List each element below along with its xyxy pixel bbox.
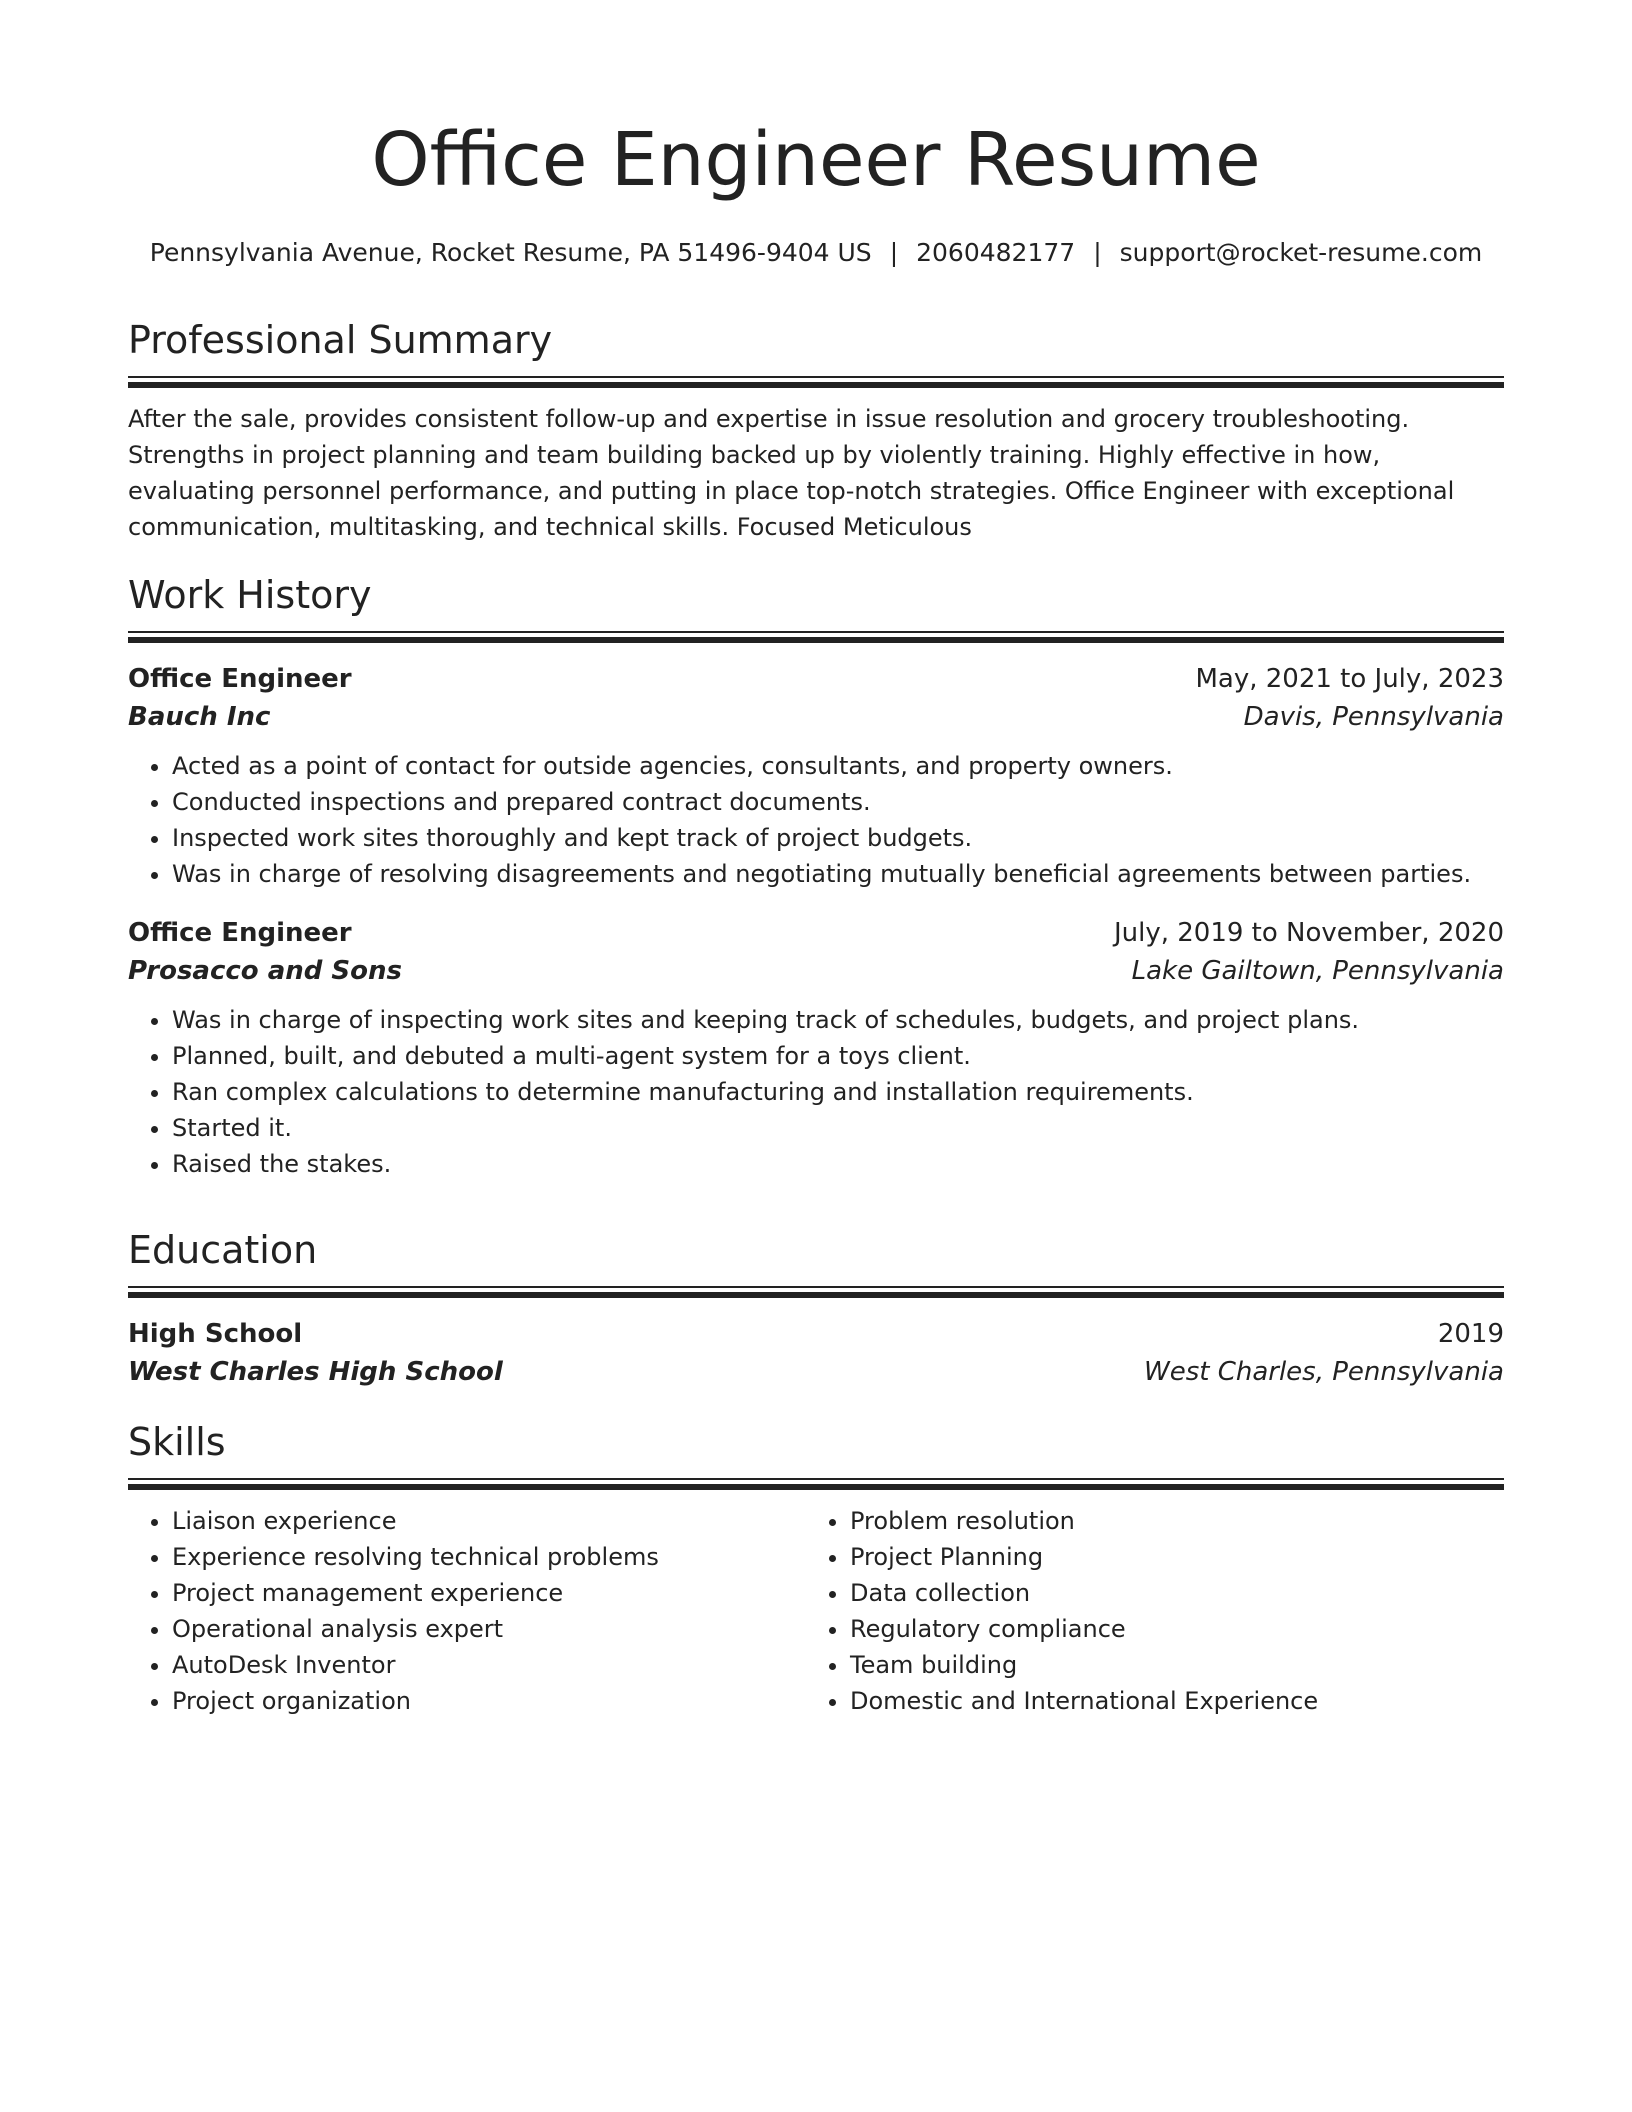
job-title: Office Engineer	[128, 663, 352, 694]
skills-section	[128, 1420, 1504, 1719]
skill-item: • Project organization	[172, 1683, 806, 1719]
education-degree: High School	[128, 1318, 303, 1349]
work-history-heading: Work History	[128, 573, 372, 617]
skills-column-left	[128, 1503, 806, 1719]
education-location: West Charles, Pennsylvania	[1143, 1356, 1504, 1387]
job-entry	[128, 914, 1504, 1182]
job-location: Lake Gailtown, Pennsylvania	[1131, 955, 1504, 986]
skill-item: • Data collection	[850, 1575, 1484, 1611]
summary-heading: Professional Summary	[128, 318, 553, 362]
contact-separator: |	[1093, 238, 1102, 267]
skills-heading: Skills	[128, 1420, 226, 1464]
skills-grid	[128, 1503, 1504, 1719]
skill-item: • Experience resolving technical problems	[172, 1539, 806, 1575]
education-section	[128, 1228, 1504, 1391]
job-dates: July, 2019 to November, 2020	[1113, 917, 1504, 948]
job-bullets	[128, 748, 1504, 892]
job-entry	[128, 660, 1504, 892]
list-item: • Started it.	[172, 1110, 1504, 1146]
contact-address: Pennsylvania Avenue, Rocket Resume, PA 51496-9404 US	[149, 238, 872, 267]
skill-item: • Problem resolution	[850, 1503, 1484, 1539]
job-title: Office Engineer	[128, 917, 352, 948]
skill-item: • Domestic and International Experience	[850, 1683, 1484, 1719]
list-item: • Inspected work sites thoroughly and kept track of project budgets.	[172, 820, 1504, 856]
list-item: • Raised the stakes.	[172, 1146, 1504, 1182]
skill-item: • Project Planning	[850, 1539, 1484, 1575]
skill-item: • AutoDesk Inventor	[172, 1647, 806, 1683]
summary-text: After the sale, provides consistent follow-up and expertise in issue resolution and grocery troubleshooting. Strengths in project planning and team building backed up by violently training. Highly effective in how, evaluating personnel performance, and putting in place top-notch strategies. Office Engineer with exceptional communication, multitasking, and technical skills. Focused Meticulous	[128, 404, 1455, 541]
contact-email: support@rocket-resume.com	[1119, 238, 1483, 267]
resume-title: Office Engineer Resume	[371, 117, 1261, 203]
section-divider	[128, 1478, 1504, 1489]
section-divider	[128, 376, 1504, 387]
education-entry	[128, 1315, 1504, 1391]
education-year: 2019	[1437, 1318, 1504, 1349]
list-item: • Was in charge of inspecting work sites and keeping track of schedules, budgets, and project plans.	[172, 1002, 1504, 1038]
contact-phone: 2060482177	[916, 238, 1076, 267]
skill-item: • Liaison experience	[172, 1503, 806, 1539]
list-item: • Was in charge of resolving disagreements and negotiating mutually beneficial agreements between parties.	[172, 856, 1504, 892]
section-divider	[128, 631, 1504, 642]
skill-item: • Operational analysis expert	[172, 1611, 806, 1647]
education-heading: Education	[128, 1228, 318, 1272]
job-dates: May, 2021 to July, 2023	[1195, 663, 1504, 694]
contact-line	[128, 238, 1504, 267]
job-company: Bauch Inc	[128, 701, 271, 732]
job-location: Davis, Pennsylvania	[1243, 701, 1504, 732]
list-item: • Planned, built, and debuted a multi-agent system for a toys client.	[172, 1038, 1504, 1074]
job-bullets	[128, 1002, 1504, 1182]
section-divider	[128, 1286, 1504, 1297]
education-school: West Charles High School	[128, 1356, 503, 1387]
skill-item: • Team building	[850, 1647, 1484, 1683]
skills-column-right	[806, 1503, 1484, 1719]
summary-section	[128, 318, 1504, 545]
list-item: • Acted as a point of contact for outside agencies, consultants, and property owners.	[172, 748, 1504, 784]
contact-separator: |	[889, 238, 899, 267]
skill-item: • Project management experience	[172, 1575, 806, 1611]
work-history-section	[128, 573, 1504, 1182]
skill-item: • Regulatory compliance	[850, 1611, 1484, 1647]
list-item: • Conducted inspections and prepared contract documents.	[172, 784, 1504, 820]
job-company: Prosacco and Sons	[128, 955, 402, 986]
list-item: • Ran complex calculations to determine manufacturing and installation requirements.	[172, 1074, 1504, 1110]
